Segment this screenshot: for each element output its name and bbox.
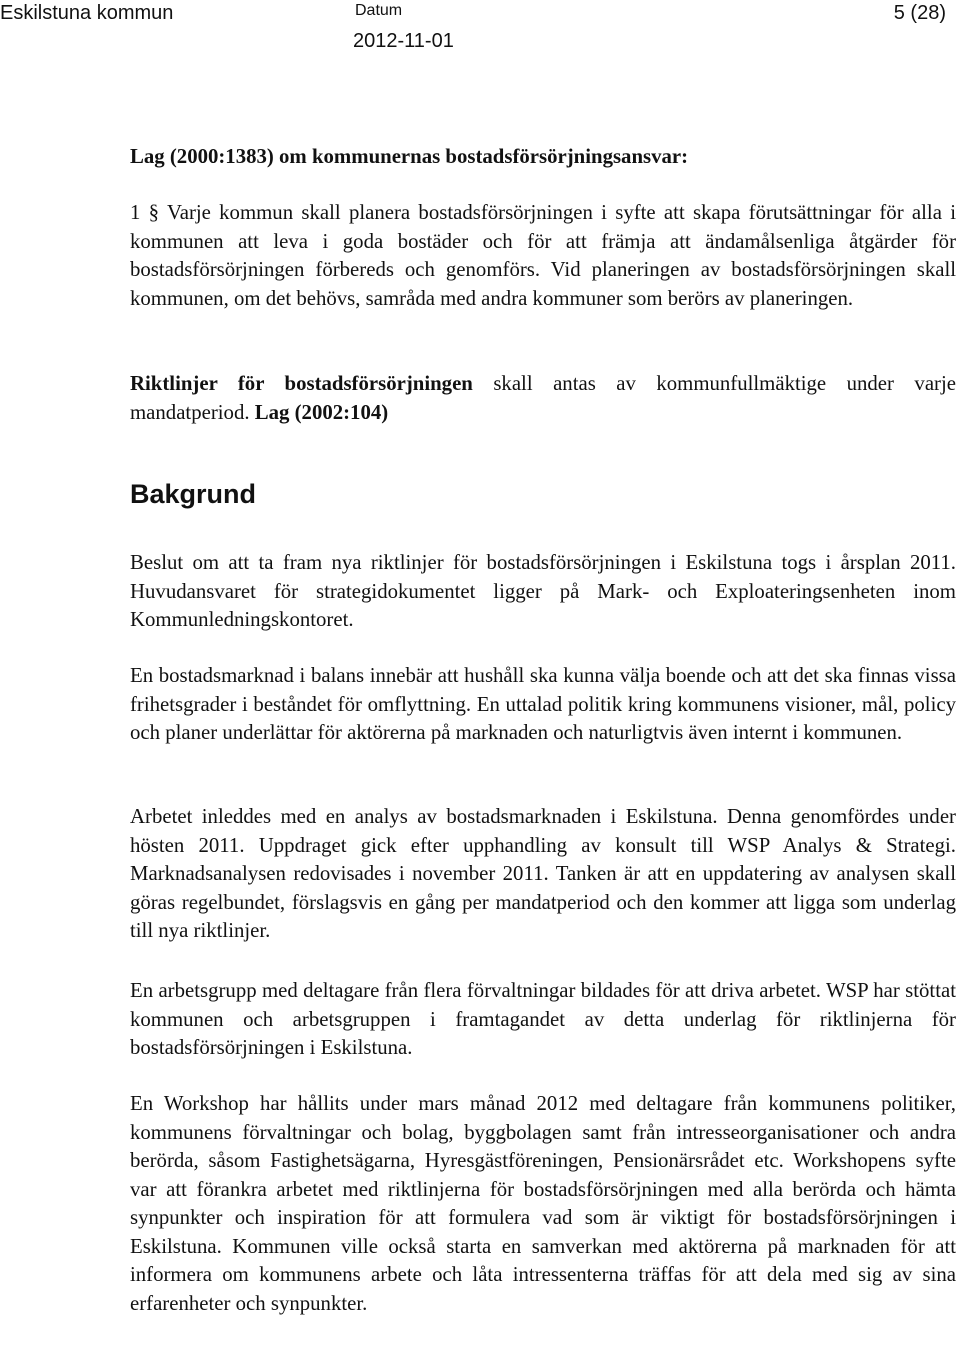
section-heading: Bakgrund (130, 479, 257, 509)
paragraph-text: En bostadsmarknad i balans innebär att hushåll ska kunna välja boende och att det ska finnas vissa frihetsgrader i beståndet för omflyttning. En uttalad politik kring kommunens visioner, mål, policy och planer underlättar för aktörerna på marknaden och naturligtvis även internt i kommunen. (130, 664, 956, 744)
paragraph-text: En arbetsgrupp med deltagare från flera förvaltningar bildades för att driva arbetet. WSP har stöttat kommunen och arbetsgruppen i framtagandet av detta underlag för riktlinjerna för bostadsförsörjningen i Eskilstuna. (130, 979, 956, 1059)
law-section-1 (130, 199, 956, 313)
header-date: 2012-11-01 (353, 30, 454, 52)
header-page-number: 5 (28) (893, 2, 946, 24)
law-section-text: 1 § Varje kommun skall planera bostadsförsörjningen i syfte att skapa förutsättningar för alla i kommunen att leva i goda bostäder och för att främja att ändamålsenliga åtgärder för bostadsförsörjningen förbereds och genomförs. Vid planeringen av bostadsförsörjningen skall kommunen, om det behövs, samråda med andra kommuner som berörs av planeringen. (130, 201, 956, 310)
header-organization: Eskilstuna kommun (0, 2, 174, 24)
guideline-law-ref: Lag (2002:104) (254, 400, 389, 424)
paragraph-text: En Workshop har hållits under mars månad 2012 med deltagare från kommunens politiker, kommunens förvaltningar och bolag, byggbolagen samt från intresseorganisationer och andra berörda, såsom Fastighetsägarna, Hyresgästföreningen, Pensionärsrådet etc. Workshopens syfte var att förankra arbetet med riktlinjerna för bostadsförsörjningen med alla berörda och hämta synpunkter och inspiration för att formulera vad som är viktigt för bostadsförsörjningen i Eskilstuna. Kommunen ville också starta en samverkan med aktörerna på marknaden för att informera om kommunens arbete och låta intressenterna träffas för att dela med sig av sina erfarenheter och synpunkter. (130, 1092, 956, 1315)
paragraph-text: Beslut om att ta fram nya riktlinjer för bostadsförsörjningen i Eskilstuna togs i årsplan 2011. Huvudansvaret för strategidokumentet ligger på Mark- och Exploateringsenheten inom Kommunledningskontoret. (130, 551, 956, 631)
header-date-label: Datum (355, 2, 403, 19)
law-title: Lag (2000:1383) om kommunernas bostadsförsörjningsansvar: (130, 145, 689, 168)
paragraph-3 (130, 803, 956, 946)
guideline-paragraph (130, 370, 956, 427)
guideline-bold: Riktlinjer för bostadsförsörjningen (130, 372, 473, 395)
guideline-text: skall antas av kommunfullmäktige under varje mandatperiod. (130, 372, 956, 424)
paragraph-4 (130, 977, 956, 1063)
paragraph-text: Arbetet inleddes med en analys av bostadsmarknaden i Eskilstuna. Denna genomfördes under hösten 2011. Uppdraget gick efter upphandling av konsult till WSP Analys & Strategi. Marknadsanalysen redovisades i november 2011. Tanken är att en uppdatering av analysen skall göras regelbundet, förslagsvis en gång per mandatperiod och den kommer att ligga som underlag till nya riktlinjer. (130, 805, 956, 942)
paragraph-1 (130, 549, 956, 635)
paragraph-2 (130, 662, 956, 748)
paragraph-5 (130, 1090, 956, 1318)
